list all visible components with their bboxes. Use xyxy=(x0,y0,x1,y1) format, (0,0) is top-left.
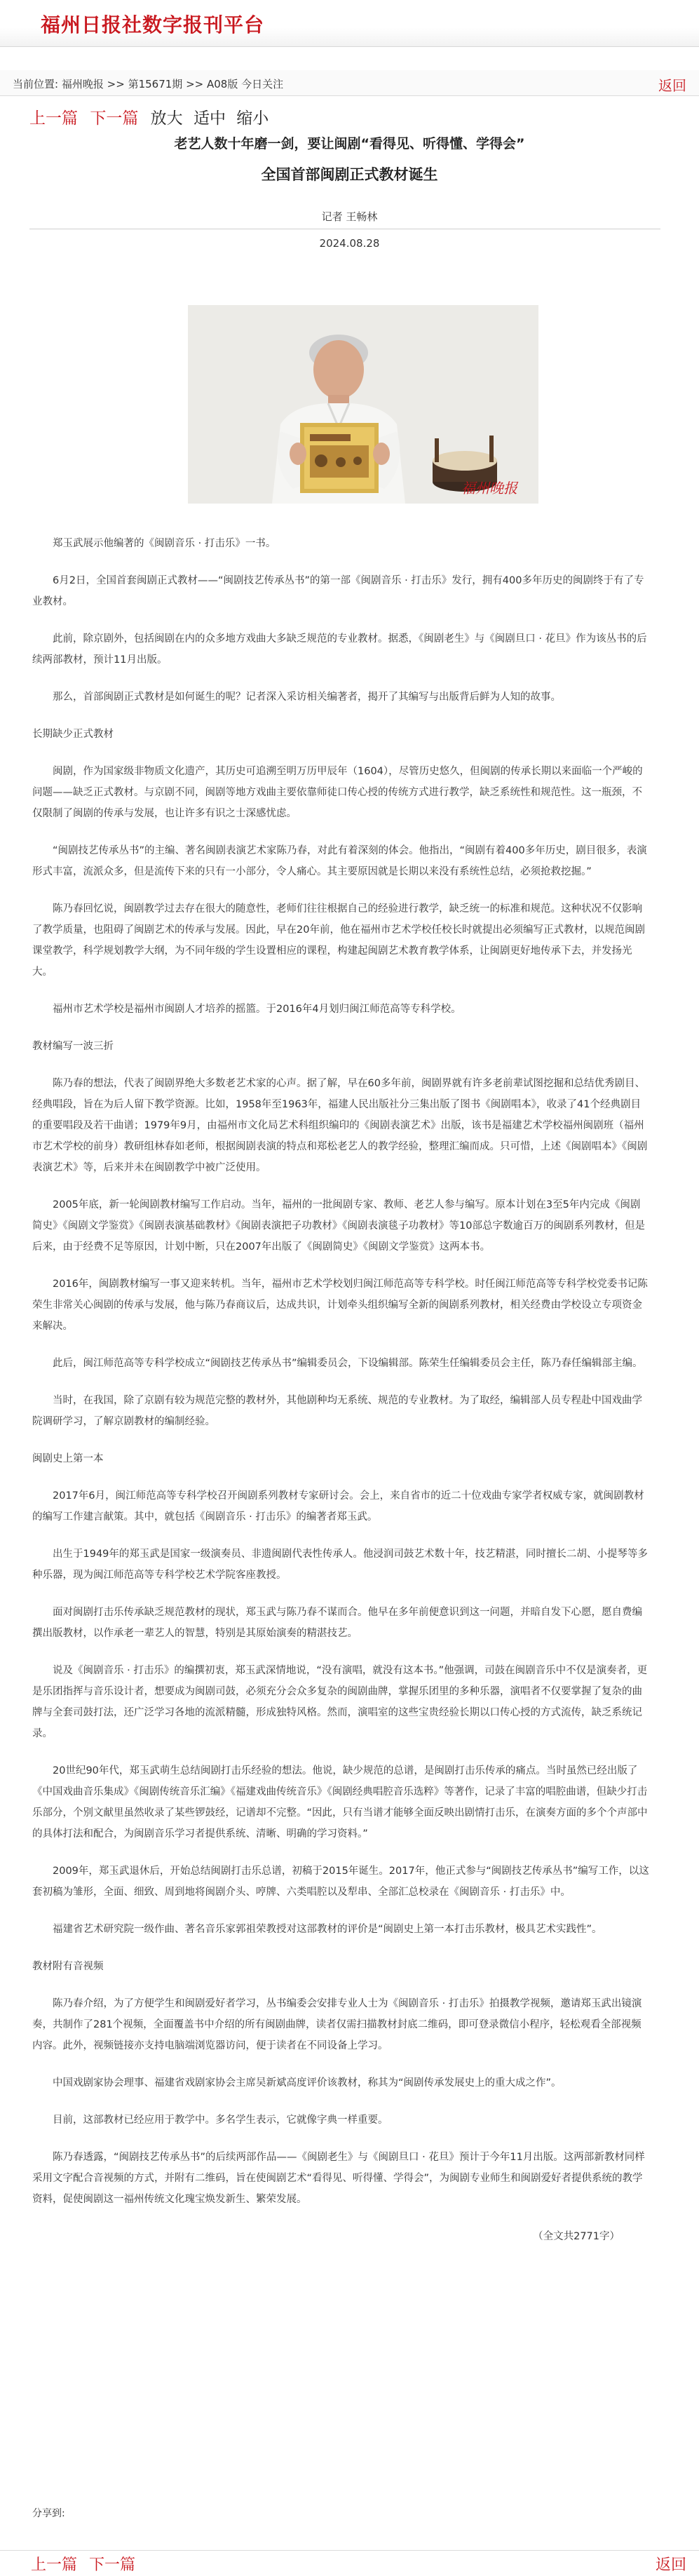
article-paragraph: 出生于1949年的郑玉武是国家一级演奏员、非遗闽剧代表性传承人。他浸润司鼓艺术数十年，技艺精湛，同时擅长二胡、小提琴等多种乐器，现为闽江师范高等专科学校艺术学院客座教授。 xyxy=(32,1549,648,1581)
article-paragraph: 陈乃春透露，“闽剧技艺传承丛书”的后续两部作品——《闽剧老生》与《闽剧旦口 · 花旦》预计于今年11月出版。这两部新教材同样采用文字配合音视频的方式，并附有二维码，旨在使闽剧艺术“看得见、听得懂、学得会”，为闽剧专业师生和闽剧爱好者提供系统的教学资料，促使闽剧这一福州传统文化瑰宝焕发新生、繁荣发展。 xyxy=(32,2152,645,2205)
article-body xyxy=(32,533,649,2263)
article-nav xyxy=(29,105,274,128)
zoom-fit-button[interactable]: 适中 xyxy=(193,109,226,128)
article-paragraph: 20世纪90年代，郑玉武萌生总结闽剧打击乐经验的想法。他说，缺少规范的总谱，是闽剧打击乐传承的痛点。当时虽然已经出版了《中国戏曲音乐集成》《闽剧传统音乐汇编》《福建戏曲传统音乐》《闽剧经典唱腔音乐选粹》等著作，记录了丰富的唱腔曲谱，但缺少打击乐部分，个别文献里虽然收录了某些锣鼓经，记谱却不完整。“因此，只有当谱才能够全面反映出剧情打击乐，在演奏方面的多个个声部中的具体打法和配合，为闽剧音乐学习者提供系统、清晰、明确的学习资料。” xyxy=(32,1765,648,1840)
article-headline: 全国首部闽剧正式教材诞生 xyxy=(261,166,438,183)
article-paragraph: 此后，闽江师范高等专科学校成立“闽剧技艺传承丛书”编辑委员会，下设编辑部。陈荣生任编辑委员会主任，陈乃春任编辑部主编。 xyxy=(53,1358,643,1369)
breadcrumb-label: 当前位置: xyxy=(13,78,59,90)
photo-illustration xyxy=(188,305,538,504)
breadcrumb-sep: >> xyxy=(186,78,204,90)
article-paragraph: 当时，在我国，除了京剧有较为规范完整的教材外，其他剧种均无系统、规范的专业教材。为了取经，编辑部人员专程赴中国戏曲学院调研学习，了解京剧教材的编制经验。 xyxy=(32,1395,642,1427)
breadcrumb xyxy=(13,76,283,91)
article-paragraph: “闽剧技艺传承丛书”的主编、著名闽剧表演艺术家陈乃春，对此有着深刻的体会。他指出，“闽剧有着400多年历史，剧目很多，表演形式丰富，流派众多，但是流传下来的只有一小部分，令人痛心。其主要原因就是长期以来没有系统性总结，必须抢救挖掘。” xyxy=(32,845,647,877)
share-label: 分享到: xyxy=(32,2508,65,2519)
article-paragraph: 此前，除京剧外，包括闽剧在内的众多地方戏曲大多缺乏规范的专业教材。据悉，《闽剧老生》与《闽剧旦口 · 花旦》作为该丛书的后续两部教材，预计11月出版。 xyxy=(32,633,647,666)
article-paragraph: 2016年，闽剧教材编写一事又迎来转机。当年，福州市艺术学校划归闽江师范高等专科学校。时任闽江师范高等专科学校党委书记陈荣生非常关心闽剧的传承与发展，他与陈乃春商议后，达成共识，计划牵头组织编写全新的闽剧系列教材，相关经费由学校设立专项资金来解决。 xyxy=(32,1279,648,1332)
breadcrumb-issue-link[interactable]: 第15671期 xyxy=(128,78,183,90)
breadcrumb-page-link[interactable]: A08版 今日关注 xyxy=(206,78,284,90)
back-link[interactable]: 返回 xyxy=(655,2556,686,2574)
section-heading: 闽剧史上第一本 xyxy=(32,1453,104,1464)
zoom-out-button[interactable]: 缩小 xyxy=(236,109,269,128)
section-heading: 长期缺少正式教材 xyxy=(32,729,114,740)
article-paragraph: 福州市艺术学校是福州市闽剧人才培养的摇篮。于2016年4月划归闽江师范高等专科学校。 xyxy=(53,1004,461,1015)
article-paragraph: 2017年6月，闽江师范高等专科学校召开闽剧系列教材专家研讨会。会上，来自省市的近二十位戏曲专家学者权威专家，就闽剧教材的编写工作建言献策。其中，就包括《闽剧音乐 · 打击乐》的编著者郑玉武。 xyxy=(32,1490,644,1523)
article-paragraph: 2005年底，新一轮闽剧教材编写工作启动。当年，福州的一批闽剧专家、教师、老艺人参与编写。原本计划在3至5年内完成《闽剧简史》《闽剧文学鉴赏》《闽剧表演基础教材》《闽剧表演把子功教材》《闽剧表演毯子功教材》等10部总字数逾百万的闽剧系列教材，但是后来，由于经费不足等原因，计划中断，只在2007年出版了《闽剧简史》《闽剧文学鉴赏》这两本书。 xyxy=(32,1199,645,1253)
site-title: 福州日报社数字报刊平台 xyxy=(41,13,265,36)
back-link[interactable]: 返回 xyxy=(658,77,686,94)
word-count: （全文共2771字） xyxy=(533,2231,620,2242)
breadcrumb-bar xyxy=(0,70,699,96)
article-photo xyxy=(188,305,538,504)
bottom-article-nav xyxy=(31,2553,142,2575)
prev-article-link[interactable]: 上一篇 xyxy=(31,2556,78,2574)
article-paragraph: 2009年，郑玉武退休后，开始总结闽剧打击乐总谱，初稿于2015年诞生。2017年，他正式参与“闽剧技艺传承丛书”编写工作，以这套初稿为雏形，全面、细致、周到地将闽剧介头、哼牌、六类唱腔以及犁串、全部汇总校录在《闽剧音乐 · 打击乐》中。 xyxy=(32,1866,649,1898)
next-article-link[interactable]: 下一篇 xyxy=(89,2556,136,2574)
section-heading: 教材编写一波三折 xyxy=(32,1041,114,1052)
article-author: 记者 王畅林 xyxy=(321,210,378,223)
article-paragraph: 中国戏剧家协会理事、福建省戏剧家协会主席吴新斌高度评价该教材，称其为“闽剧传承发展史上的重大成之作”。 xyxy=(53,2077,562,2089)
article-date: 2024.08.28 xyxy=(319,237,380,250)
article-paragraph: 陈乃春的想法，代表了闽剧界绝大多数老艺术家的心声。据了解，早在60多年前，闽剧界就有许多老前辈试图挖掘和总结优秀剧目、经典唱段，旨在为后人留下教学资源。比如，1958年至1963年，福建人民出版社分三集出版了图书《闽剧唱本》，收录了41个经典剧目的重要唱段及若干曲谱；1979年9月，由福州市文化局艺术科组织编印的《闽剧表演艺术》出版，该书是福建艺术学校福州闽剧班（福州市艺术学校的前身）教研组林春如老师，根据闽剧表演的特点和郑松老艺人的教学经验，整理汇编而成。只可惜，上述《闽剧唱本》《闽剧表演艺术》等，后来并未在闽剧教学中被广泛使用。 xyxy=(32,1078,648,1173)
next-article-link[interactable]: 下一篇 xyxy=(90,109,139,128)
photo-watermark: 福州晚报 xyxy=(461,480,517,497)
prev-article-link[interactable]: 上一篇 xyxy=(29,109,78,128)
article-paragraph: 说及《闽剧音乐 · 打击乐》的编撰初衷，郑玉武深情地说，“没有演唱，就没有这本书。”他强调，司鼓在闽剧音乐中不仅是演奏者，更是乐团指挥与音乐设计者，想要成为闽剧司鼓，必须充分会众多复杂的闽剧曲牌，掌握乐团里的多种乐器，演唱者不仅要掌握了复杂的曲牌与全套司鼓打法，还广泛学习各地的流派精髓，形成独特风格。然而，演唱室的这些宝贵经验长期以口传心授的方式流传，缺乏系统记录。 xyxy=(32,1665,648,1739)
article-paragraph: 6月2日，全国首套闽剧正式教材——“闽剧技艺传承丛书”的第一部《闽剧音乐 · 打击乐》发行，拥有400多年历史的闽剧终于有了专业教材。 xyxy=(32,575,644,607)
article-paragraph: 郑玉武展示他编著的《闽剧音乐 · 打击乐》一书。 xyxy=(53,538,276,549)
article-paragraph: 陈乃春介绍，为了方便学生和闽剧爱好者学习，丛书编委会安排专业人士为《闽剧音乐 · 打击乐》拍摄教学视频，邀请郑玉武出镜演奏，共制作了281个视频，全面覆盖书中介绍的所有闽剧曲牌，读者仅需扫描教材封底二维码，即可登录微信小程序，轻松观看全部视频内容。此外，视频链接亦支持电脑端浏览器访问，便于读者在不同设备上学习。 xyxy=(32,1998,642,2051)
article-paragraph: 目前，这部教材已经应用于教学中。多名学生表示，它就像字典一样重要。 xyxy=(53,2115,388,2126)
breadcrumb-paper-link[interactable]: 福州晚报 xyxy=(61,78,104,90)
article-paragraph: 福建省艺术研究院一级作曲、著名音乐家郭祖荣教授对这部教材的评价是“闽剧史上第一本打击乐教材，极具艺术实践性”。 xyxy=(53,1924,602,1935)
top-banner xyxy=(0,0,699,47)
article-paragraph: 闽剧，作为国家级非物质文化遗产，其历史可追溯至明万历甲辰年（1604），尽管历史悠久，但闽剧的传承长期以来面临一个严峻的问题——缺乏正式教材。与京剧不同，闽剧等地方戏曲主要依靠师徒口传心授的传统方式进行教学，缺乏系统性和规范性。这一瓶颈，不仅限制了闽剧的传承与发展，也让许多有识之士深感忧虑。 xyxy=(32,766,643,819)
article-subheadline: 老艺人数十年磨一剑，要让闽剧“看得见、听得懂、学得会” xyxy=(174,136,525,151)
section-heading: 教材附有音视频 xyxy=(32,1961,104,1972)
article-paragraph: 面对闽剧打击乐传承缺乏规范教材的现状，郑玉武与陈乃春不谋而合。他早在多年前便意识到这一问题，并暗自发下心愿，愿自费编撰出版教材，以作承老一辈艺人的智慧，特别是其原始演奏的精湛技艺。 xyxy=(32,1607,642,1639)
zoom-in-button[interactable]: 放大 xyxy=(150,109,183,128)
article-paragraph: 陈乃春回忆说，闽剧教学过去存在很大的随意性，老师们往往根据自己的经验进行教学，缺乏统一的标准和规范。这种状况不仅影响了教学质量，也阻碍了闽剧艺术的传承与发展。因此，早在20年前，他在福州市艺术学校任校长时就提出必须编写正式教材，以规范闽剧课堂教学，科学规划教学大纲，为不同年级的学生设置相应的课程，构建起闽剧艺术教育教学体系，让闽剧更好地传承下去，并发扬光大。 xyxy=(32,903,645,978)
article-paragraph: 那么，首部闽剧正式教材是如何诞生的呢？记者深入采访相关编著者，揭开了其编写与出版背后鲜为人知的故事。 xyxy=(53,692,561,703)
breadcrumb-sep: >> xyxy=(107,78,125,90)
divider xyxy=(0,2550,699,2551)
